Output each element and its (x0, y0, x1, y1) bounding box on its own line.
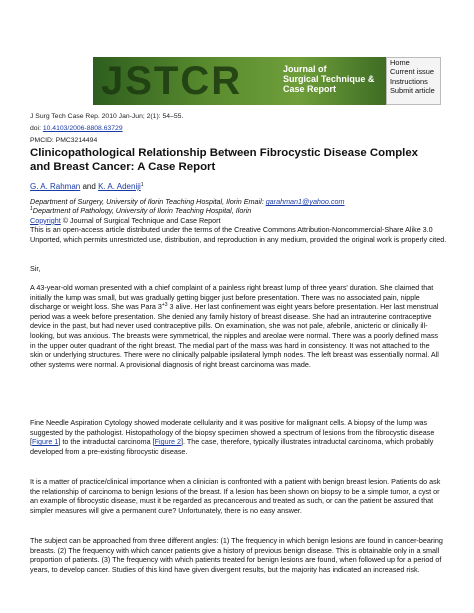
affiliation-marker: 1 (140, 182, 144, 188)
doi-label: doi: (30, 125, 41, 132)
body-paragraph (30, 418, 444, 456)
article-title: Clinicopathological Relationship Between Fibrocystic Disease Complex and Breast Cancer: A Case Report (30, 147, 419, 173)
affiliations (30, 197, 450, 244)
email-link[interactable]: garahman1@yahoo.com (265, 197, 345, 206)
figure-2-link[interactable]: Figure 2 (154, 437, 182, 447)
body-paragraph (30, 283, 444, 369)
salutation: Sir, (30, 264, 41, 273)
journal-name-line: Journal of (283, 64, 327, 74)
journal-name (283, 64, 374, 94)
affiliation-pathology (30, 206, 450, 215)
journal-banner (93, 57, 386, 105)
doi-link[interactable]: 10.4103/2006-8808.63729 (42, 125, 123, 132)
copyright-text: © Journal of Surgical Technique and Case Report (60, 215, 221, 225)
journal-name-line: Case Report (283, 84, 337, 94)
body-paragraph: It is a matter of practice/clinical importance when a clinician is confronted with a patient with benign breast lesion. Patients do ask the relationship of carcinoma to benign lesions of the breast. If a lesion has been shown on biopsy to be a simple tumor, a cyst or an example of fibrocystic disease, must it be regarded as precancerous and treated as such, or can the patient be assured that simpler measures will give a permanent cure? Unfortunately, there is no easy answer. (30, 477, 441, 515)
paragraph-text: A 43-year-old woman presented with a chief complaint of a painless right breast lump of three years' duration. She claimed that initially the lump was small, but was gradually getting bigger just before presentation. There was no associated pain, nipple discharge or weight loss. She was Para 3 (30, 283, 434, 312)
nav-home-link[interactable]: Home (390, 58, 410, 67)
nav-current-issue-link[interactable]: Current issue (390, 67, 434, 77)
license-text: This is an open-access article distributed under the terms of the Creative Commons Attribution-Noncommercial-Share Alike 3.0 Unported, which permits unrestricted use, distribution, and reproduction in any medium, provided the original work is properly cited. (30, 225, 447, 244)
journal-name-line: Surgical Technique & (283, 74, 375, 84)
copyright-line (30, 216, 450, 225)
author-list (30, 182, 144, 192)
copyright-link[interactable]: Copyright (30, 215, 61, 225)
body-paragraph: The subject can be approached from three different angles: (1) The frequency in which benign lesions are found in cancer-bearing breasts. (2) The frequency with which cancer patients give a history of previous benign disease. This is obtainable only in a small proportion of patients. (3) The frequency with which patients treated for benign lesions are found, when followed up for a period of years, to develop cancer. Studies of this kind have given divergent results, but the majority has indicated an increased risk. (30, 536, 443, 574)
affiliation-marker: 1 (30, 206, 33, 213)
figure-1-link[interactable]: Figure 1 (32, 437, 59, 447)
author-link[interactable]: K. A. Adeniji (98, 182, 141, 191)
nav-submit-article-link[interactable]: Submit article (390, 86, 435, 96)
affiliation-text: Department of Pathology, University of Ilorin Teaching Hospital, Ilorin (32, 206, 252, 216)
journal-nav (386, 57, 441, 105)
paragraph-text: 3 alive. Her last confinement was eight years before presentation. Her last menstrual period was a week before presentation. She denied any family history of breast disease. She had an intrauterine contraceptive device in the past, but had never used contraceptive pills. On examination, she was not pale, afebrile, anicteric or clinically ill-looking, but was anxious. The breasts were symmetrical, the nipples and areolae were normal. There was a poorly defined mass in the upper outer quadrant of the right breast. The medial part of the mass was hard in consistency. It was not attached to the skin or underlying structures. There were no clinically palpable ipsilateral lymph nodes. The left breast was essentially normal. All other systems were normal. A provisional diagnosis of right breast carcinoma was made. (30, 302, 439, 369)
journal-logo: JSTCR (101, 59, 243, 103)
nav-instructions-link[interactable]: Instructions (390, 76, 428, 86)
affiliation-text: Department of Surgery, University of Ilorin Teaching Hospital, Ilorin Email: (30, 197, 266, 206)
doi-line (30, 124, 123, 134)
pmcid: PMCID: PMC3214494 (30, 137, 98, 144)
para-superscript: +3 (161, 302, 168, 309)
citation: J Surg Tech Case Rep. 2010 Jan-Jun; 2(1): 54–55. (30, 113, 184, 120)
affiliation-surgery (30, 197, 450, 206)
author-link[interactable]: G. A. Rahman (30, 182, 81, 191)
author-separator: and (82, 182, 96, 191)
paragraph-text: Fine Needle Aspiration Cytology showed moderate cellularity and it was positive for malignant cells. A biopsy of the lump was suggested by the pathologist. Histopathology of the biopsy specimen showed a spectrum of lesions from the fibrocystic disease [ (30, 418, 435, 447)
paragraph-text: ]. The case, therefore, typically illustrates intraductal carcinoma, which probably developed from a pre-existing fibrocystic disease. (30, 437, 434, 456)
paragraph-text: ] to the intraductal carcinoma [ (58, 437, 155, 447)
